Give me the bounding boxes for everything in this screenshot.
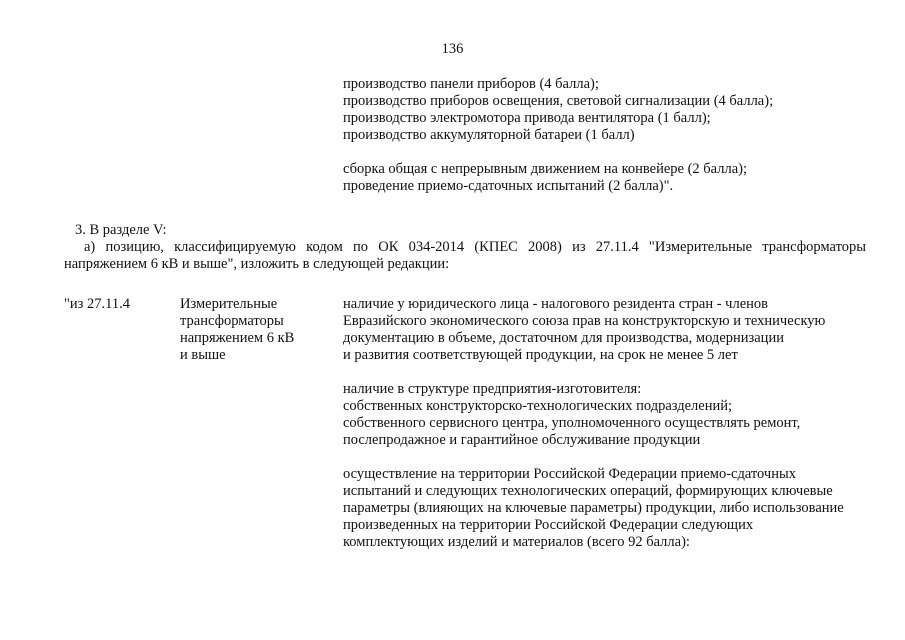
- requirement-line: наличие у юридического лица - налогового резидента стран - членов: [343, 296, 768, 312]
- section-heading: 3. В разделе V:: [75, 222, 167, 238]
- requirement-line: комплектующих изделий и материалов (всего 92 балла):: [343, 534, 690, 550]
- continued-requirements-block: [343, 76, 883, 195]
- page-number: 136: [441, 41, 464, 57]
- requirement-line: произведенных на территории Российской Федерации следующих: [343, 517, 754, 533]
- paragraph-line: напряжением 6 кВ и выше", изложить в следующей редакции:: [64, 256, 450, 272]
- requirement-line: производство аккумуляторной батареи (1 балл): [343, 127, 635, 143]
- requirement-line: послепродажное и гарантийное обслуживание продукции: [343, 432, 701, 448]
- requirement-line: испытаний и следующих технологических операций, формирующих ключевые: [343, 483, 833, 499]
- requirements-cell: [343, 296, 883, 551]
- requirement-line: собственных конструкторско-технологических подразделений;: [343, 398, 733, 414]
- product-name-line: напряжением 6 кВ: [180, 330, 295, 346]
- product-name: [180, 296, 330, 364]
- requirement-line: проведение приемо-сдаточных испытаний (2 балла)".: [343, 178, 674, 194]
- classification-code: "из 27.11.4: [64, 296, 130, 312]
- requirement-line: документацию в объеме, достаточном для производства, модернизации: [343, 330, 784, 346]
- requirement-line: Евразийского экономического союза прав на конструкторскую и техническую: [343, 313, 826, 329]
- amendment-paragraph: [64, 239, 866, 273]
- requirement-line: сборка общая с непрерывным движением на конвейере (2 балла);: [343, 161, 747, 177]
- requirement-line: собственного сервисного центра, уполномоченного осуществлять ремонт,: [343, 415, 801, 431]
- requirement-line: осуществление на территории Российской Федерации приемо-сдаточных: [343, 466, 796, 482]
- spacer: [343, 364, 883, 381]
- requirement-line: производство панели приборов (4 балла);: [343, 76, 599, 92]
- product-name-line: трансформаторы: [180, 313, 284, 329]
- spacer: [343, 449, 883, 466]
- requirement-line: и развития соответствующей продукции, на срок не менее 5 лет: [343, 347, 738, 363]
- requirement-line: производство приборов освещения, световой сигнализации (4 балла);: [343, 93, 774, 109]
- requirement-line: производство электромотора привода вентилятора (1 балл);: [343, 110, 711, 126]
- product-name-line: и выше: [180, 347, 226, 363]
- requirement-line: наличие в структуре предприятия-изготовителя:: [343, 381, 642, 397]
- spacer: [343, 144, 883, 161]
- paragraph-line: а) позицию, классифицируемую кодом по ОК 034-2014 (КПЕС 2008) из 27.11.4 "Измерительные трансформаторы: [84, 239, 866, 255]
- requirement-line: параметры (влияющих на ключевые параметры) продукции, либо использование: [343, 500, 844, 516]
- product-name-line: Измерительные: [180, 296, 278, 312]
